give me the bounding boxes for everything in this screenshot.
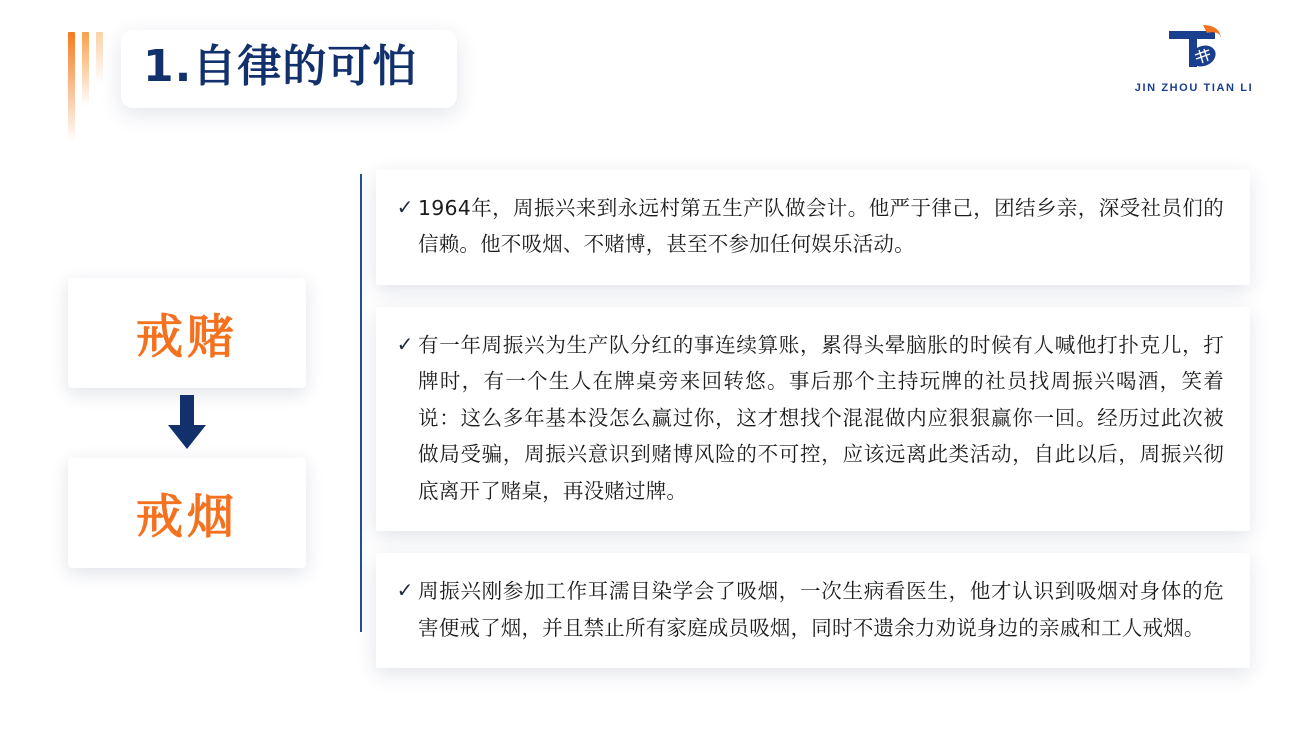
content-area <box>360 170 1250 668</box>
flow-step-1 <box>68 278 306 388</box>
flow-step-2 <box>68 458 306 568</box>
bullet-card <box>376 553 1250 668</box>
accent-bar-1 <box>68 32 75 142</box>
bullet-card <box>376 170 1250 285</box>
flow-diagram <box>68 278 306 568</box>
company-logo <box>1134 22 1254 94</box>
accent-bar-3 <box>96 32 103 84</box>
bullet-card <box>376 307 1250 531</box>
slide-title-block <box>68 30 457 140</box>
vertical-rule <box>360 174 362 632</box>
check-icon: ✓ <box>396 580 414 603</box>
title-card <box>121 30 457 108</box>
bullet-text: 周振兴刚参加工作耳濡目染学会了吸烟，一次生病看医生，他才认识到吸烟对身体的危害便戒了烟，并且禁止所有家庭成员吸烟，同时不遗余力劝说身边的亲戚和工人戒烟。 <box>418 579 1224 640</box>
page-title: 1.自律的可怕 <box>143 41 418 92</box>
bullet-card-list <box>376 170 1250 668</box>
tianli-logo-mark-icon <box>1134 22 1254 76</box>
bullet-text: 有一年周振兴为生产队分红的事连续算账，累得头晕脑胀的时候有人喊他打扑克儿，打牌时，有一个生人在牌桌旁来回转悠。事后那个主持玩牌的社员找周振兴喝酒，笑着说：这么多年基本没怎么赢过你，这才想找个混混做内应狠狠赢你一回。经历过此次被做局受骗，周振兴意识到赌博风险的不可控，应该远离此类活动，自此以后，周振兴彻底离开了赌桌，再没赌过牌。 <box>418 332 1224 503</box>
down-arrow-icon <box>68 388 306 458</box>
logo-caption: JIN ZHOU TIAN LI <box>1134 82 1254 94</box>
flow-step-1-label: 戒赌 <box>136 309 238 365</box>
title-accent-bars <box>68 30 103 142</box>
flow-step-2-label: 戒烟 <box>136 489 238 545</box>
check-icon: ✓ <box>396 333 414 356</box>
bullet-text: 1964年，周振兴来到永远村第五生产队做会计。他严于律己，团结乡亲，深受社员们的信赖。他不吸烟、不赌博，甚至不参加任何娱乐活动。 <box>418 196 1224 257</box>
accent-bar-2 <box>82 32 89 106</box>
check-icon: ✓ <box>396 197 414 219</box>
